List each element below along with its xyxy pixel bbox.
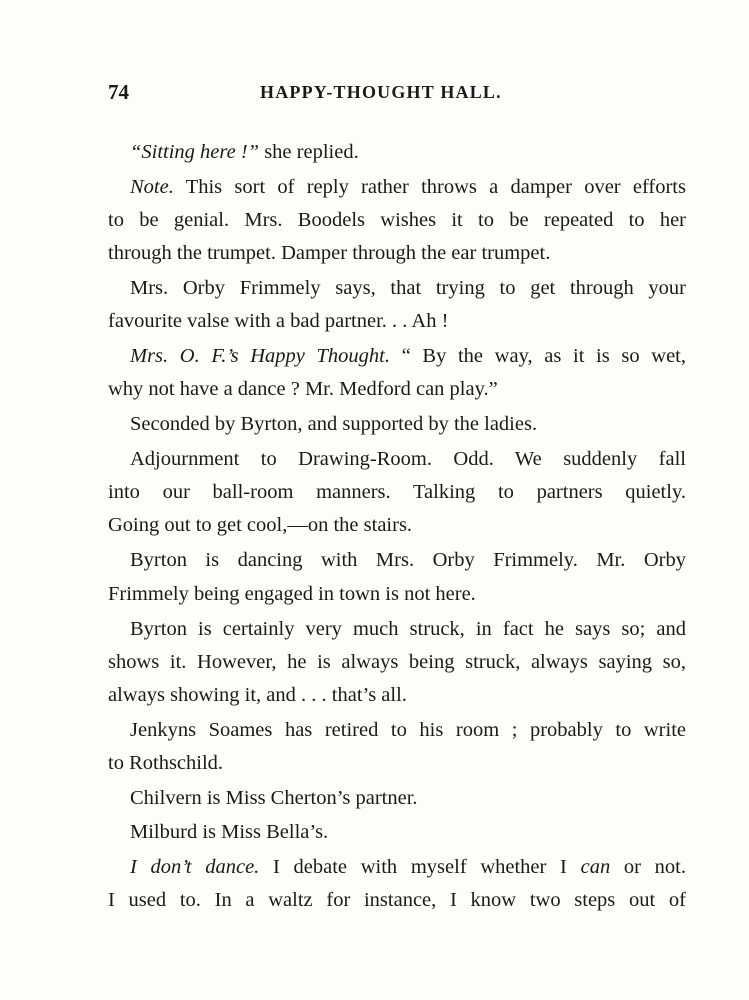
text-line: Frimmely being engaged in town is not here. [108,583,476,605]
page-header [108,80,688,110]
italic-quote: “Sitting here !” [130,141,260,163]
text-line: into our ball-room manners. Talking to partners quietly. [108,481,686,503]
text-line: to Rothschild. [108,752,224,774]
text-line: Adjournment to Drawing-Room. Odd. We suddenly fall [130,448,686,470]
page-number: 74 [108,80,129,104]
text-line: favourite valse with a bad partner. . . Ah ! [108,310,449,332]
text-span: she replied. [259,141,359,163]
text-line: through the trumpet. Damper through the ear trumpet. [108,242,551,264]
running-title: HAPPY-THOUGHT HALL. [260,82,502,102]
text-line: always showing it, and . . . that’s all. [108,684,407,706]
text-line: Seconded by Byrton, and supported by the ladies. [130,413,538,435]
text-line [130,140,686,164]
text-line: I used to. In a waltz for instance, I know two steps out of [108,889,686,911]
text-line: Milburd is Miss Bella’s. [130,821,329,843]
text-line [130,855,686,879]
text-span: This sort of reply rather throws a damper over efforts [173,176,686,198]
text-line: why not have a dance ? Mr. Medford can play.” [108,378,498,400]
text-line: Chilvern is Miss Cherton’s partner. [130,787,418,809]
text-line: Byrton is dancing with Mrs. Orby Frimmely. Mr. Orby [130,549,686,571]
text-line: shows it. However, he is always being struck, always saying so, [108,651,686,673]
text-span: or not. [610,856,686,878]
italic-dont-dance: I don’t dance. [130,856,260,878]
text-line [130,344,686,368]
italic-can: can [580,856,611,878]
italic-note: Note. [130,176,174,198]
text-span: “ By the way, as it is so wet, [390,345,686,367]
text-line: Byrton is certainly very much struck, in fact he says so; and [130,618,686,640]
text-line: Mrs. Orby Frimmely says, that trying to get through your [130,277,686,299]
italic-happy-thought: Mrs. O. F.’s Happy Thought. [130,345,390,367]
text-line: to be genial. Mrs. Boodels wishes it to be repeated to her [108,209,686,231]
text-line [130,175,686,199]
text-line: Jenkyns Soames has retired to his room ; probably to write [130,719,686,741]
text-line: Going out to get cool,—on the stairs. [108,514,413,536]
text-span: I debate with myself whether I [259,856,581,878]
